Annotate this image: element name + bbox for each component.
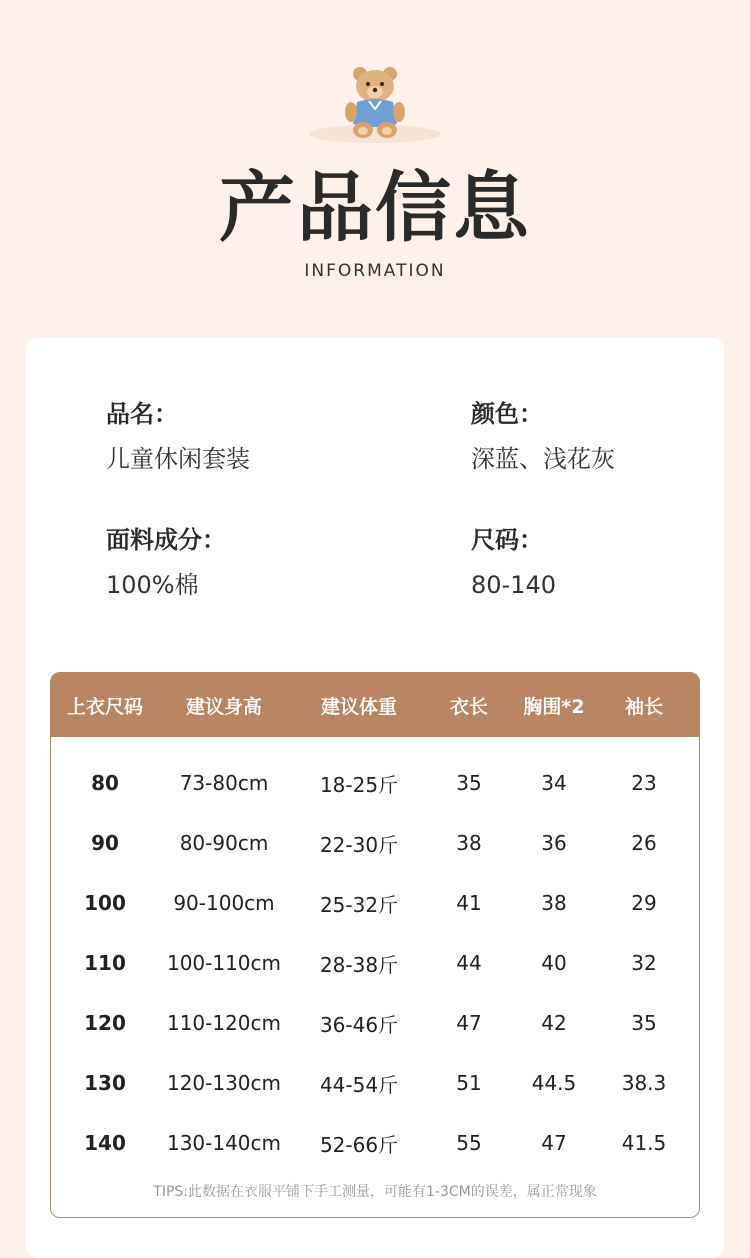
table-cell: 130 — [84, 1071, 126, 1095]
table-cell: 40 — [541, 951, 567, 975]
table-cell: 29 — [631, 891, 657, 915]
table-cell: 41.5 — [621, 1131, 667, 1155]
table-cell: 51 — [456, 1071, 482, 1095]
color-value: 深蓝、浅花灰 — [471, 445, 615, 473]
table-cell: 34 — [541, 771, 567, 795]
header-cell: 上衣尺码 — [66, 695, 143, 718]
info-color — [471, 398, 615, 475]
table-cell: 26 — [631, 831, 657, 855]
table-cell: 100-110cm — [166, 951, 282, 975]
table-cell: 38 — [456, 831, 482, 855]
table-cell: 120 — [84, 1011, 126, 1035]
table-row — [51, 753, 699, 813]
header-cell: 袖长 — [624, 695, 663, 718]
table-cell: 36-46斤 — [319, 1012, 399, 1037]
table-cell: 42 — [541, 1011, 567, 1035]
table-cell: 44.5 — [531, 1071, 577, 1095]
table-cell: 44-54斤 — [319, 1072, 399, 1097]
table-cell: 38.3 — [621, 1071, 667, 1095]
table-row — [51, 813, 699, 873]
table-cell: 41 — [456, 891, 482, 915]
header-cell: 衣长 — [449, 695, 488, 718]
page-subtitle: INFORMATION — [304, 261, 446, 281]
fabric-label: 面料成分： — [106, 526, 226, 554]
page-title: 产品信息 — [219, 163, 531, 252]
table-row — [51, 1113, 699, 1173]
table-cell: 22-30斤 — [319, 832, 399, 857]
table-cell: 32 — [631, 951, 657, 975]
product-name-value: 儿童休闲套装 — [106, 445, 250, 473]
table-row — [51, 873, 699, 933]
table-header — [51, 673, 699, 737]
table-cell: 47 — [456, 1011, 482, 1035]
size-label: 尺码： — [471, 526, 543, 554]
fabric-value: 100%棉 — [106, 571, 199, 599]
table-cell: 130-140cm — [166, 1131, 282, 1155]
product-name-label: 品名： — [106, 400, 178, 428]
table-cell: 28-38斤 — [319, 952, 399, 977]
header-cell: 建议身高 — [185, 695, 262, 718]
table-cell: 23 — [631, 771, 657, 795]
info-fabric — [106, 524, 226, 601]
table-cell: 36 — [541, 831, 567, 855]
size-table — [50, 672, 700, 1218]
header-cell: 建议体重 — [320, 695, 397, 718]
header-cell: 胸围*2 — [523, 695, 585, 718]
table-cell: 120-130cm — [166, 1071, 282, 1095]
page-header — [0, 0, 750, 330]
color-label: 颜色： — [471, 400, 543, 428]
table-row — [51, 1053, 699, 1113]
table-cell: 52-66斤 — [319, 1132, 399, 1157]
table-cell: 44 — [456, 951, 482, 975]
table-cell: 55 — [456, 1131, 482, 1155]
table-cell: 80-90cm — [179, 831, 269, 855]
teddy-bear-icon — [305, 64, 445, 148]
table-cell: 73-80cm — [179, 771, 269, 795]
table-cell: 38 — [541, 891, 567, 915]
measurement-tips: TIPS:此数据在衣服平铺下手工测量，可能有1-3CM的误差，属正常现象 — [153, 1184, 597, 1200]
table-row — [51, 993, 699, 1053]
table-cell: 110-120cm — [166, 1011, 282, 1035]
table-body — [51, 737, 699, 1173]
table-cell: 25-32斤 — [319, 892, 399, 917]
table-cell: 100 — [84, 891, 126, 915]
info-product-name — [106, 398, 250, 475]
table-row — [51, 933, 699, 993]
table-cell: 18-25斤 — [319, 772, 399, 797]
table-cell: 90-100cm — [173, 891, 275, 915]
table-cell: 35 — [456, 771, 482, 795]
table-cell: 47 — [541, 1131, 567, 1155]
table-cell: 140 — [84, 1131, 126, 1155]
table-cell: 90 — [91, 831, 119, 855]
product-info-card — [26, 338, 724, 1258]
table-cell: 35 — [631, 1011, 657, 1035]
size-value: 80-140 — [471, 571, 557, 599]
table-cell: 80 — [91, 771, 119, 795]
info-size — [471, 524, 556, 601]
table-cell: 110 — [84, 951, 126, 975]
